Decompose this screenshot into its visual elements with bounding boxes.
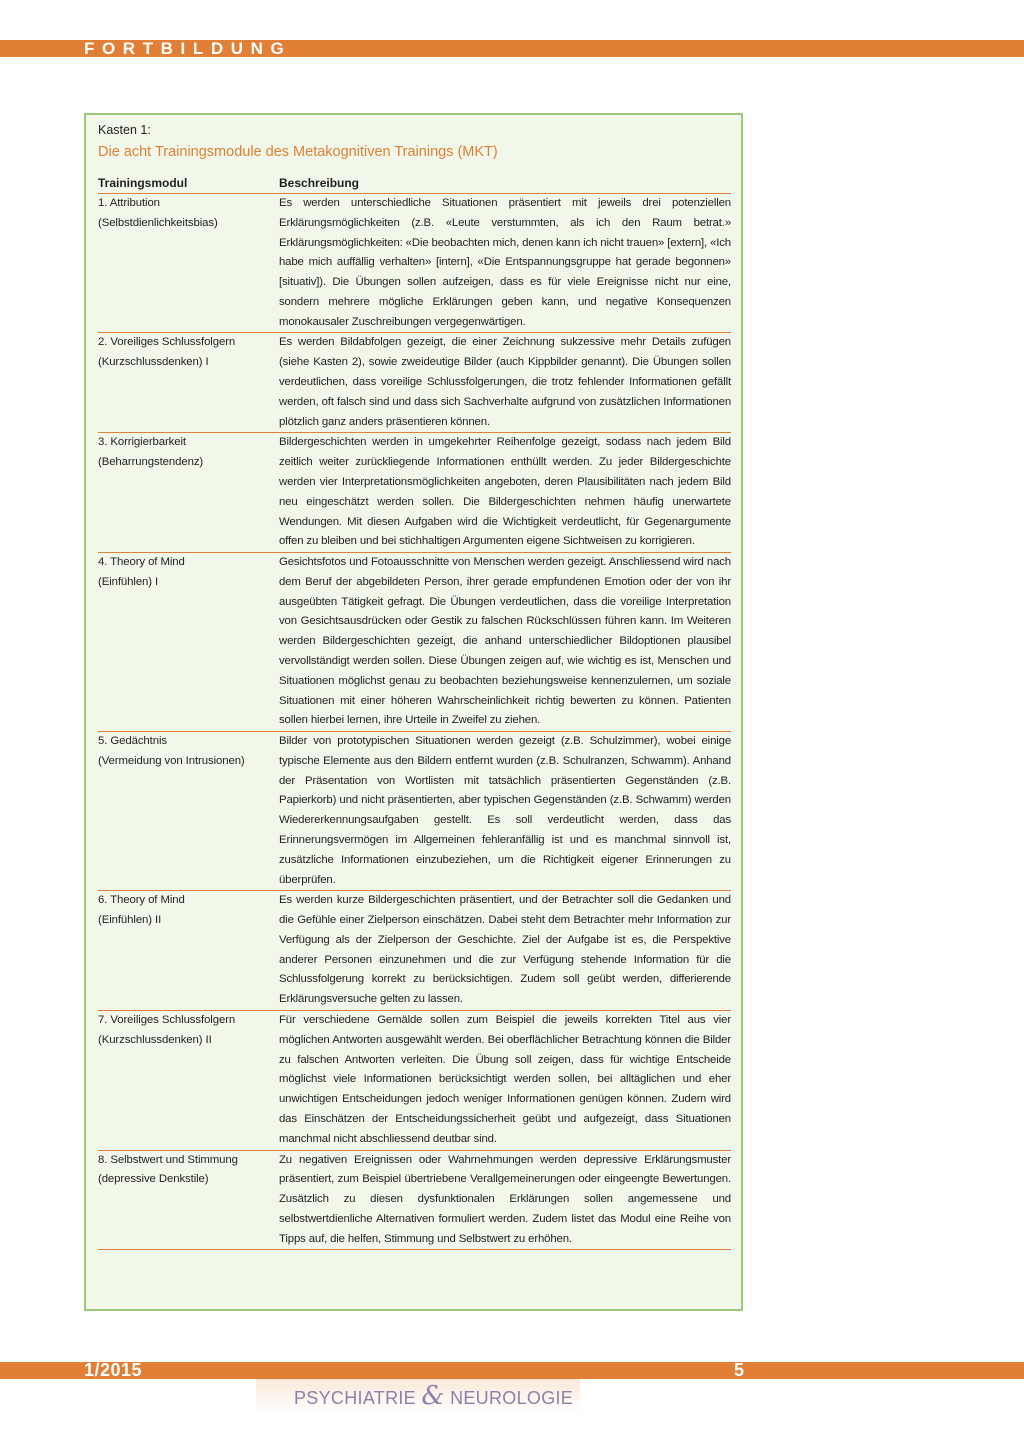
table-row xyxy=(98,553,731,732)
module-subtitle: (Einfühlen) I xyxy=(98,575,159,588)
box-kicker: Kasten 1: xyxy=(98,123,151,137)
module-name: 4. Theory of Mind xyxy=(98,556,185,569)
module-name: 8. Selbstwert und Stimmung xyxy=(98,1153,238,1166)
column-header-description: Beschreibung xyxy=(279,173,731,194)
module-name-cell xyxy=(98,194,279,333)
module-name-cell xyxy=(98,1150,279,1250)
journal-name-right: NEUROLOGIE xyxy=(450,1388,574,1408)
box-title: Die acht Trainingsmodule des Metakognitiven Trainings (MKT) xyxy=(98,144,498,160)
module-subtitle: (depressive Denkstile) xyxy=(98,1173,209,1186)
module-name: 3. Korrigierbarkeit xyxy=(98,436,186,449)
module-name-cell xyxy=(98,433,279,553)
module-description: Für verschiedene Gemälde sollen zum Beispiel die jeweils korrekten Titel aus vier möglichen Antworten ausgewählt werden. Bei oberflächlicher Betrachtung können die Bilder zu falschen Antworten verleiten. Die Übung soll zeigen, dass für wichtige Entscheide möglichst viele Informationen berücksichtigt werden sollen, bei alltäglichen und eher unwichtigen Entscheidungen jedoch weniger Informationen genügen können. Zudem wird das Einschätzen der Entscheidungssicherheit geübt und aufgezeigt, dass Situationen manchmal nicht abschliessend deutbar sind. xyxy=(279,1011,731,1150)
journal-ampersand: & xyxy=(421,1381,445,1411)
module-description: Zu negativen Ereignissen oder Wahrnehmungen werden depressive Erklärungsmuster präsentiert, zum Beispiel übertriebene Verallgemeinerungen oder eingeengte Bewertungen. Zusätzlich zu diesen dysfunktionalen Erklärungen sollen angemessene und selbstwertdienliche Alternativen formuliert werden. Zudem listet das Modul eine Reihe von Tipps auf, die helfen, Stimmung und Selbstwert zu erhöhen. xyxy=(279,1150,731,1250)
modules-table xyxy=(98,173,731,1250)
module-subtitle: (Beharrungstendenz) xyxy=(98,456,204,469)
module-name-cell xyxy=(98,1011,279,1150)
module-description: Bildergeschichten werden in umgekehrter Reihenfolge gezeigt, sodass nach jedem Bild zeitlich weiter zurückliegende Informationen enthüllt werden. Zu jeder Bildergeschichte werden vier Interpretationsmöglichkeiten angeboten, deren Plausibilitäten nach jedem Bild neu eingeschätzt werden sollen. Die Bildergeschichten nehmen häufig unerwartete Wendungen. Mit diesen Aufgaben wird die Wichtigkeit verdeutlicht, für Gegenargumente offen zu bleiben und bei stichhaltigen Argumenten eigene Sichtweisen zu korrigieren. xyxy=(279,433,731,553)
module-name-cell xyxy=(98,333,279,433)
module-name: 7. Voreiliges Schlussfolgern xyxy=(98,1014,236,1027)
issue-number: 1/2015 xyxy=(84,1360,143,1380)
page-number: 5 xyxy=(734,1360,745,1380)
module-subtitle: (Vermeidung von Intrusionen) xyxy=(98,754,245,767)
table-row xyxy=(98,1011,731,1150)
module-name: 2. Voreiliges Schlussfolgern xyxy=(98,336,236,349)
module-description: Es werden Bildabfolgen gezeigt, die einer Zeichnung sukzessive mehr Details zufügen (siehe Kasten 2), sowie zweideutige Bilder (auch Kippbilder genannt). Die Übungen sollen verdeutlichen, dass voreilige Schlussfolgerungen, die trotz fehlender Informationen gefällt werden, oft falsch sind und dass sich Sachverhalte aufgrund von zusätzlichen Informationen plötzlich ganz anders präsentieren können. xyxy=(279,333,731,433)
module-name: 5. Gedächtnis xyxy=(98,735,167,748)
module-subtitle: (Selbstdienlichkeitsbias) xyxy=(98,216,218,229)
footer-bar xyxy=(0,1362,1024,1379)
module-description: Es werden kurze Bildergeschichten präsentiert, und der Betrachter soll die Gedanken und die Gefühle einer Zielperson einschätzen. Dabei steht dem Betrachter mehr Information zur Verfügung als der Zielperson der Geschichte. Ziel der Aufgabe ist es, die Perspektive anderer Personen einzunehmen und die zur Verfügung stehende Information für die Schlussfolgerung korrekt zu berücksichtigen. Zudem soll geübt werden, differierende Erklärungsversuche gelten zu lassen. xyxy=(279,891,731,1011)
table-row xyxy=(98,732,731,891)
table-row xyxy=(98,194,731,333)
module-subtitle: (Einfühlen) II xyxy=(98,914,162,927)
module-name: 1. Attribution xyxy=(98,197,160,209)
info-box xyxy=(84,113,743,1311)
section-label: FORTBILDUNG xyxy=(84,39,292,58)
module-description: Gesichtsfotos und Fotoausschnitte von Menschen werden gezeigt. Anschliessend wird nach dem Beruf der abgebildeten Person, ihrer gerade empfundenen Emotion oder der von ihr ausgeübten Tätigkeit gefragt. Die Übungen verdeutlichen, dass die voreilige Interpretation von Gesichtsausdrücken oder Gestik zu falschen Rückschlüssen führen kann. Im Weiteren werden Bildergeschichten gezeigt, die anhand unterschiedlicher Bildoptionen plausibel vervollständigt werden sollen. Diese Übungen zeigen auf, wie wichtig es ist, Menschen und Situationen möglichst genau zu beobachten beziehungsweise kennenzulernen, um soziale Situationen mit einer höheren Wahrscheinlichkeit richtig bewerten zu können. Patienten sollen hierbei lernen, ihre Urteile in Zweifel zu ziehen. xyxy=(279,553,731,732)
module-name-cell xyxy=(98,553,279,732)
journal-name-left: PSYCHIATRIE xyxy=(294,1388,416,1408)
module-description: Bilder von prototypischen Situationen werden gezeigt (z.B. Schulzimmer), wobei einige typische Elemente aus den Bildern entfernt wurden (z.B. Schulranzen, Schwamm). Anhand der Präsentation von Wortlisten mit tatsächlich präsentierten Gegenständen (z.B. Papierkorb) und nicht präsentierten, aber typischen Gegenständen (z.B. Schwamm) werden Wiedererkennungsaufgaben gestellt. Es soll verdeutlicht werden, dass das Erinnerungsvermögen im Allgemeinen fehleranfällig ist und es manchmal sinnvoll ist, zusätzliche Informationen einzubeziehen, um die Richtigkeit eigener Erinnerungen zu überprüfen. xyxy=(279,732,731,891)
module-name: 6. Theory of Mind xyxy=(98,894,185,907)
module-subtitle: (Kurzschlussdenken) I xyxy=(98,356,209,369)
table-row xyxy=(98,433,731,553)
table-header-row xyxy=(98,173,731,194)
column-header-module: Trainingsmodul xyxy=(98,173,279,194)
table-row xyxy=(98,891,731,1011)
module-name-cell xyxy=(98,891,279,1011)
journal-logo xyxy=(294,1382,573,1412)
module-description: Es werden unterschiedliche Situationen präsentiert mit jeweils drei potenziellen Erklärungsmöglichkeiten (z.B. «Leute verstummten, als ich den Raum betrat.» Erklärungsmöglichkeiten: «Die beobachten mich, denen kann ich nicht trauen» [extern], «Ich habe mich auffällig verhalten» [intern], «Die Entspannungsgruppe hat gerade begonnen» [situativ]). Die Übungen sollen aufzeigen, dass es für viele Ereignisse nicht nur eine, sondern mehrere mögliche Erklärungen geben kann, und negative Konsequenzen monokausaler Zuschreibungen vergegenwärtigen. xyxy=(279,194,731,333)
table-row xyxy=(98,333,731,433)
module-subtitle: (Kurzschlussdenken) II xyxy=(98,1033,212,1046)
module-name-cell xyxy=(98,732,279,891)
table-row xyxy=(98,1150,731,1250)
